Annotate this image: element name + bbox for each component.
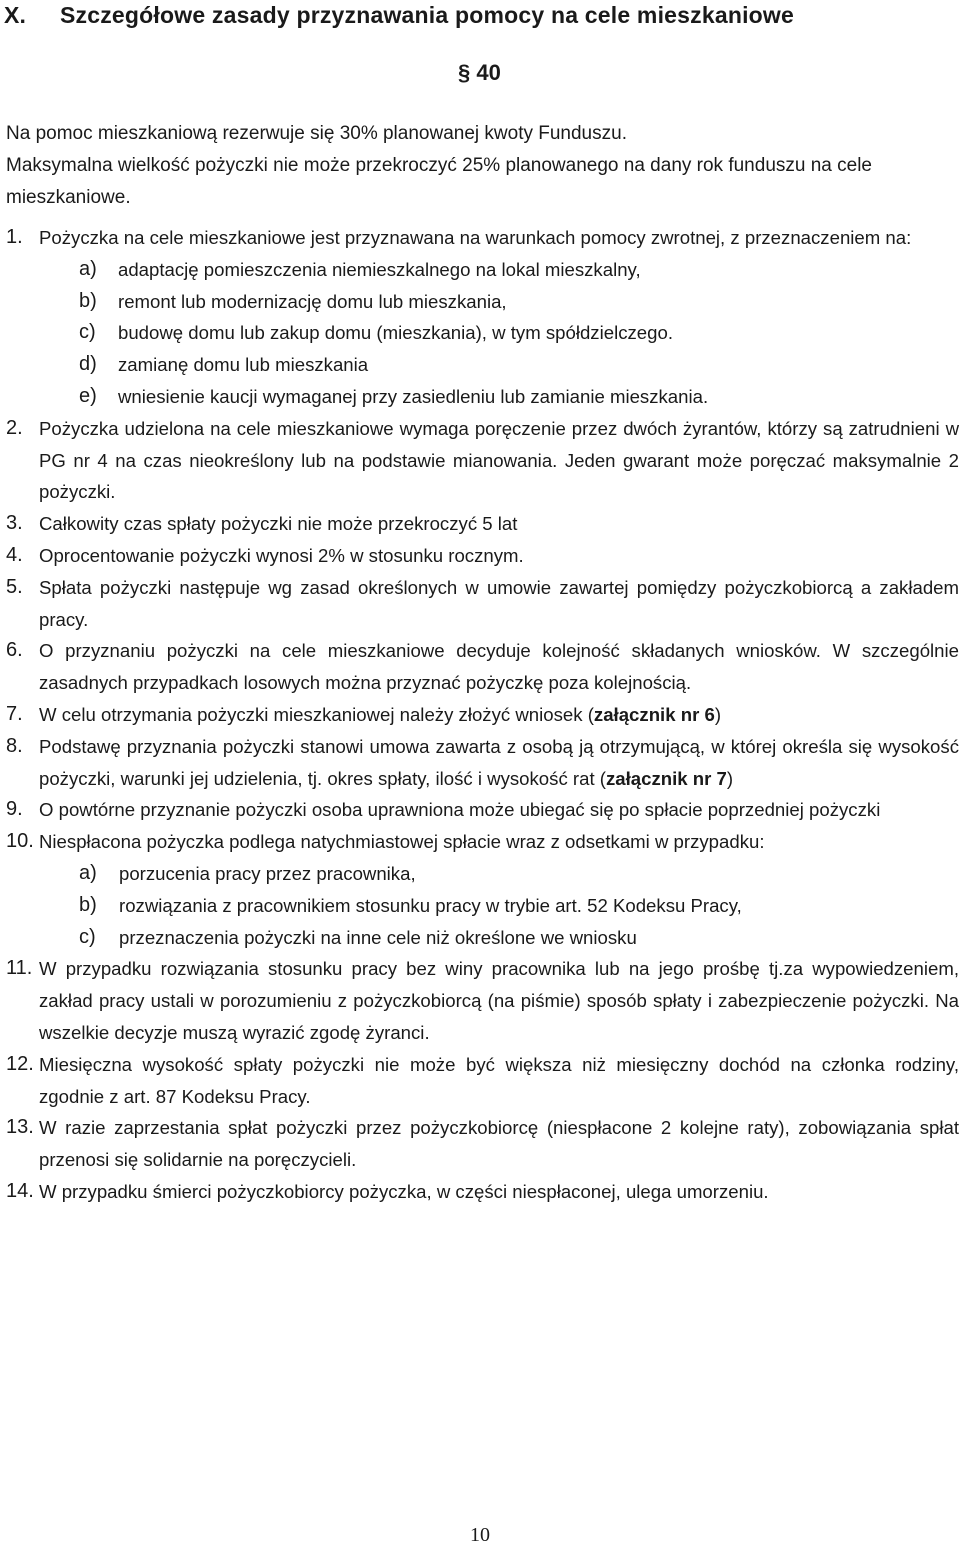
rule-text: Pożyczka udzielona na cele mieszkaniowe wymaga poręczenie przez dwóch żyrantów, którzy są zatrudnieni w PG nr 4 na czas nieokreślony lub na podstawie mianowania. Jeden gwarant może poręczać maksymalnie 2 pożyczki. — [39, 417, 959, 503]
subitem-letter: a) — [79, 861, 97, 884]
rule-number: 9. — [6, 798, 23, 821]
rule-number: 11. — [6, 957, 33, 980]
subitem-letter: c) — [79, 925, 96, 948]
rule-number: 7. — [6, 702, 23, 725]
subitem-letter: d) — [79, 353, 97, 376]
rule-subitem — [6, 381, 959, 413]
subitem-text: wniesienie kaucji wymaganej przy zasiedleniu lub zamianie mieszkania. — [118, 385, 709, 407]
rule-number: 3. — [6, 512, 23, 535]
subitem-letter: e) — [79, 384, 97, 407]
rule-number: 6. — [6, 639, 23, 662]
subitem-text: remont lub modernizację domu lub mieszkania, — [118, 290, 507, 312]
chapter-title-text: Szczegółowe zasady przyznawania pomocy na cele mieszkaniowe — [60, 2, 795, 28]
rule-text: Miesięczna wysokość spłaty pożyczki nie może być większa niż miesięczny dochód na członka rodziny, zgodnie z art. 87 Kodeksu Pracy. — [39, 1053, 959, 1107]
rule-subitem — [6, 317, 959, 349]
rule-item — [6, 826, 959, 858]
section-heading: § 40 — [458, 60, 501, 85]
rule-subitem — [6, 890, 959, 922]
rule-text: W przypadku śmierci pożyczkobiorcy pożyczka, w części niespłaconej, ulega umorzeniu. — [39, 1180, 769, 1202]
rule-number: 14. — [6, 1179, 34, 1202]
rule-item — [6, 1049, 959, 1113]
rule-text: W przypadku rozwiązania stosunku pracy bez winy pracownika lub na jego prośbę tj.za wypowiedzeniem, zakład pracy ustali w porozumieniu z pożyczkobiorcą (na piśmie) sposób spłaty i zabezpieczenie pożyczki. Na wszelkie decyzje muszą wyrazić zgodę żyranci. — [39, 958, 959, 1043]
rule-number: 8. — [6, 734, 23, 757]
rule-item — [6, 731, 959, 795]
rule-number: 13. — [6, 1116, 34, 1139]
page-number: 10 — [470, 1524, 490, 1546]
rule-item — [6, 1112, 959, 1176]
chapter-title — [4, 2, 795, 29]
rule-number: 2. — [6, 416, 23, 439]
rule-text: Pożyczka na cele mieszkaniowe jest przyznawana na warunkach pomocy zwrotnej, z przeznaczeniem na: — [39, 227, 912, 248]
rule-item — [6, 413, 959, 508]
subitem-letter: b) — [79, 289, 97, 312]
subitem-text: budowę domu lub zakup domu (mieszkania), w tym spółdzielczego. — [118, 322, 673, 344]
subitem-letter: b) — [79, 893, 97, 916]
rule-item — [6, 540, 959, 572]
rule-number: 10. — [6, 830, 34, 853]
rule-number: 12. — [6, 1052, 34, 1075]
rule-subitem — [6, 922, 959, 954]
rule-text: Oprocentowanie pożyczki wynosi 2% w stosunku rocznym. — [39, 544, 524, 566]
subitem-text: zamianę domu lub mieszkania — [118, 354, 369, 376]
rule-item — [6, 1176, 959, 1208]
rule-item — [6, 699, 959, 731]
rule-subitem — [6, 858, 959, 890]
rule-number: 5. — [6, 575, 23, 598]
rule-item — [6, 953, 959, 1048]
rule-item — [6, 508, 959, 540]
subitem-text: adaptację pomieszczenia niemieszkalnego na lokal mieszkalny, — [118, 258, 641, 280]
attachment-reference: załącznik nr 7 — [605, 767, 727, 789]
rule-number: 4. — [6, 543, 23, 566]
intro-paragraph — [6, 118, 958, 214]
subitem-letter: a) — [79, 257, 97, 280]
rule-item — [6, 794, 959, 826]
intro-line: Maksymalna wielkość pożyczki nie może przekroczyć 25% planowanego na dany rok funduszu na cele mieszkaniowe. — [6, 155, 872, 208]
rule-item — [6, 635, 959, 699]
rule-text-end: ) — [714, 703, 722, 725]
subitem-text: przeznaczenia pożyczki na inne cele niż określone we wniosku — [119, 926, 637, 948]
rule-text: Niespłacona pożyczka podlega natychmiastowej spłacie wraz z odsetkami w przypadku: — [39, 831, 765, 853]
rule-subitem — [6, 349, 959, 381]
rule-text: W razie zaprzestania spłat pożyczki przez pożyczkobiorcę (niespłacone 2 kolejne raty), zobowiązania spłat przenosi się solidarnie na poręczycieli. — [39, 1117, 959, 1171]
rule-text: Spłata pożyczki następuje wg zasad określonych w umowie zawartej pomiędzy pożyczkobiorcą a zakładem pracy. — [39, 576, 959, 630]
rule-item — [6, 222, 959, 254]
rule-text-end: ) — [726, 767, 734, 789]
rule-text: Całkowity czas spłaty pożyczki nie może przekroczyć 5 lat — [39, 513, 518, 535]
attachment-reference: załącznik nr 6 — [593, 703, 715, 725]
rule-text: O powtórne przyznanie pożyczki osoba uprawniona może ubiegać się po spłacie poprzedniej pożyczki — [39, 799, 881, 821]
subitem-text: rozwiązania z pracownikiem stosunku pracy w trybie art. 52 Kodeksu Pracy, — [119, 894, 742, 916]
rule-subitem — [6, 286, 959, 318]
subitem-text: porzucenia pracy przez pracownika, — [119, 862, 416, 884]
subitem-letter: c) — [79, 321, 96, 344]
rule-text: W celu otrzymania pożyczki mieszkaniowej należy złożyć wniosek ( — [39, 703, 594, 725]
rule-number: 1. — [6, 226, 23, 248]
rule-item — [6, 572, 959, 636]
rule-text: O przyznaniu pożyczki na cele mieszkaniowe decyduje kolejność składanych wniosków. W szczególnie zasadnych przypadkach losowych można przyznać pożyczkę poza kolejnością. — [39, 640, 959, 694]
rules-list — [6, 222, 959, 1208]
chapter-number: X. — [4, 2, 27, 28]
rule-text: Podstawę przyznania pożyczki stanowi umowa zawarta z osobą ją otrzymującą, w której określa się wysokość pożyczki, warunki jej udzielenia, tj. okres spłaty, ilość i wysokość rat ( — [39, 735, 959, 789]
rule-subitem — [6, 254, 959, 286]
intro-line: Na pomoc mieszkaniową rezerwuje się 30% planowanej kwoty Funduszu. — [6, 123, 627, 144]
